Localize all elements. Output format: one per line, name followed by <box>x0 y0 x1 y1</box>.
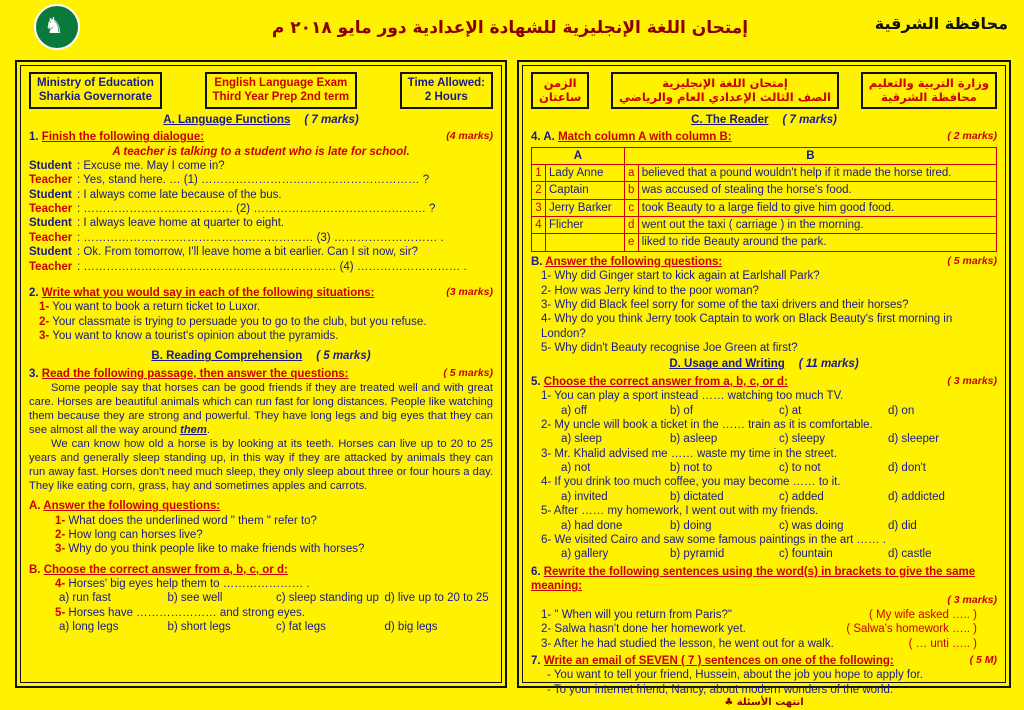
mcq-option: d) live up to 20 to 25 <box>384 592 489 605</box>
item-number: 2- <box>55 528 66 541</box>
match-a-text: Captain <box>546 182 625 199</box>
mcq-option: c) fat legs <box>276 621 326 634</box>
question-item <box>29 528 493 542</box>
mcq-option: c) sleep standing up <box>276 592 379 605</box>
mcq-options <box>531 547 997 561</box>
match-a-number: 1 <box>532 164 546 181</box>
match-b-text: went out the taxi ( carriage ) in the morning. <box>638 217 996 234</box>
dialogue-text: : ………………………………… (2) ……………………………………… ? <box>77 203 436 215</box>
match-a-text: Flicher <box>546 217 625 234</box>
mcq-option: b) pyramid <box>670 548 725 561</box>
exam-box: English Language Exam Third Year Prep 2nd term <box>205 72 358 109</box>
match-a-number: 3 <box>532 199 546 216</box>
mcq-option: d) sleeper <box>888 433 940 446</box>
dialogue-context: A teacher is talking to a student who is late for school. <box>112 145 410 158</box>
mcq-options <box>29 591 493 605</box>
time-box: Time Allowed: 2 Hours <box>400 72 493 109</box>
situation-item <box>29 329 493 343</box>
question-6: 6. Rewrite the following sentences using the word(s) in brackets to give the same meaning: <box>531 565 976 592</box>
speaker-label: Student <box>29 246 72 259</box>
mcq-option: a) gallery <box>561 548 609 561</box>
match-a-number: 4 <box>532 217 546 234</box>
question-item <box>29 542 493 556</box>
mcq-stem: 3- Mr. Khalid advised me …… waste my time in the street. <box>541 447 837 460</box>
mcq-option: a) run fast <box>59 592 111 605</box>
time-box-ar: الزمن ساعتان <box>531 72 589 109</box>
rewrite-hint: ( My wife asked ….. ) <box>869 608 977 621</box>
rewrite-item <box>531 608 997 622</box>
usage-mcq-list <box>531 389 997 562</box>
section-d-title: D. Usage and Writing ( 11 marks) <box>669 358 859 371</box>
mcq-option: d) don't <box>888 462 926 474</box>
arabic-info-boxes <box>531 72 997 109</box>
mcq-stem <box>29 577 493 591</box>
match-table: A B 1 Lady Anne a believed that a pound wouldn't help if it made the horse tired. 2 Captain b was accused of stealing the horse's food. 3 Jerry Barker c took Beauty to a large field to give him good food. 4 Flicher d went out the taxi ( carriage ) in the morning. e liked to ride Beauty around the park. <box>531 147 997 252</box>
speaker-label: Student <box>29 188 72 201</box>
question-item: 1- Why did Ginger start to kick again at Earlshall Park? <box>541 270 820 283</box>
mcq-option: a) off <box>561 404 587 417</box>
mcq-option: d) on <box>888 404 915 417</box>
item-text: Your classmate is trying to persuade you to go to the club, but you refuse. <box>49 315 427 328</box>
mcq-option: c) fountain <box>779 548 833 561</box>
rewrite-sentence: 1- " When will you return from Paris?" <box>541 608 732 621</box>
mcq-options <box>531 432 997 446</box>
match-b-letter: e <box>624 234 638 251</box>
question-2: 2. Write what you would say in each of the following situations: (3 marks) <box>29 285 493 299</box>
info-boxes <box>29 72 493 109</box>
match-b-letter: b <box>624 182 638 199</box>
mcq-option: a) long legs <box>59 621 119 634</box>
rewrite-sentence: 2- Salwa hasn't done her homework yet. <box>541 623 746 636</box>
item-text: Horses have ………………… and strong eyes. <box>65 606 305 619</box>
ministry-box-ar: وزارة التربية والتعليم محافظة الشرقية <box>861 72 997 109</box>
mcq-option: c) to not <box>779 462 821 474</box>
dialogue-text: : Ok. From tomorrow, I'll leave home a bit earlier. Can I sit now, sir? <box>77 246 418 259</box>
question-3b: B. Choose the correct answer from a, b, c, or d: <box>29 563 288 576</box>
match-row <box>532 217 997 234</box>
mcq-option: b) doing <box>670 519 712 532</box>
mcq-option: b) see well <box>167 592 223 605</box>
page-header <box>0 0 1024 58</box>
situation-item <box>29 300 493 314</box>
dialogue-line <box>29 216 493 230</box>
dialogue-line <box>29 260 493 274</box>
item-number: 1- <box>55 514 66 527</box>
exam-box-ar: إمتحان اللغة الإنجليزية الصف الثالث الإعدادي العام والرياضي <box>611 72 839 109</box>
mcq-stem: 6- We visited Cairo and saw some famous paintings in the art …… . <box>541 533 886 546</box>
dialogue-line <box>29 173 493 187</box>
dialogue-text: : ………………………………………………………… (4) ……………………… . <box>77 260 467 273</box>
dialogue-text: : I always leave home at quarter to eight. <box>77 217 285 230</box>
mcq-stem: 4- If you drink too much coffee, you may become …… to it. <box>541 476 841 489</box>
item-text: What does the underlined word " them " refer to? <box>65 514 317 527</box>
section-b-title: B. Reading Comprehension ( 5 marks) <box>151 350 371 363</box>
mcq-option: a) sleep <box>561 433 602 446</box>
item-text: You want to book a return ticket to Luxor. <box>49 301 261 314</box>
ministry-logo <box>34 4 80 50</box>
reader-questions <box>531 269 997 355</box>
match-a-text <box>546 234 625 251</box>
horse-icon: ♞ <box>44 13 64 38</box>
item-text: You want to know a tourist's opinion about the pyramids. <box>49 330 339 342</box>
question-4a: 4. A. Match column A with column B: ( 2 marks) <box>531 130 997 144</box>
match-a-text: Lady Anne <box>546 164 625 181</box>
speaker-label: Teacher <box>29 260 73 273</box>
speaker-label: Student <box>29 159 72 172</box>
item-number: 3- <box>39 330 50 342</box>
dialogue-line <box>29 188 493 202</box>
match-row <box>532 199 997 216</box>
question-item: 4- Why do you think Jerry took Captain to work on Black Beauty's first morning in London? <box>541 313 953 340</box>
mcq-options <box>29 620 493 634</box>
mcq-options <box>531 490 997 504</box>
dialogue-line <box>29 202 493 216</box>
question-item: 5- Why didn't Beauty recognise Joe Green at first? <box>541 342 798 354</box>
speaker-label: Teacher <box>29 231 73 244</box>
email-topics <box>531 668 997 697</box>
mcq-option: b) short legs <box>167 621 231 634</box>
match-a-text: Jerry Barker <box>546 199 625 216</box>
speaker-label: Student <box>29 217 72 230</box>
item-number: 4- <box>55 578 66 590</box>
email-topic: - You want to tell your friend, Hussein, about the job you hope to apply for. <box>547 669 923 682</box>
mcq-option: c) at <box>779 404 802 417</box>
match-b-text: believed that a pound wouldn't help if it made the horse tired. <box>638 164 996 181</box>
mcq-option: a) had done <box>561 519 623 532</box>
mcq-option: d) big legs <box>384 621 438 634</box>
question-4b: B. Answer the following questions: ( 5 marks) <box>531 254 997 268</box>
match-row <box>532 182 997 199</box>
mcq-stem: 5- After …… my homework, I went out with my friends. <box>541 505 819 518</box>
mcq-option: d) castle <box>888 548 932 561</box>
question-3: 3. Read the following passage, then answer the questions: ( 5 marks) <box>29 366 493 380</box>
match-b-letter: a <box>624 164 638 181</box>
mcq-option: d) addicted <box>888 490 945 503</box>
rewrite-list <box>531 608 997 651</box>
mcq-options <box>531 404 997 418</box>
mcq-option: c) sleepy <box>779 433 826 446</box>
section-a-title: A. Language Functions ( 7 marks) <box>163 113 359 126</box>
mcq-option: c) was doing <box>779 519 844 532</box>
dialogue-line <box>29 231 493 245</box>
match-b-letter: c <box>624 199 638 216</box>
dialogue-text: : Excuse me. May I come in? <box>77 159 225 172</box>
item-number: 3- <box>55 543 66 556</box>
match-b-text: took Beauty to a large field to give him good food. <box>638 199 996 216</box>
dialogue-line <box>29 159 493 173</box>
match-b-text: liked to ride Beauty around the park. <box>638 234 996 251</box>
item-number: 2- <box>39 315 50 328</box>
mcq-options <box>531 461 997 475</box>
mcq-stem: 1- You can play a sport instead …… watching too much TV. <box>541 390 844 403</box>
item-number: 5- <box>55 606 66 619</box>
dialogue-text: : …………………………………………………… (3) ……………………… . <box>77 231 444 244</box>
rewrite-item <box>531 622 997 636</box>
ministry-box: Ministry of Education Sharkia Governorate <box>29 72 162 109</box>
rewrite-hint: ( Salwa's homework ….. ) <box>846 623 977 636</box>
dialogue-text: : I always come late because of the bus. <box>77 188 282 201</box>
dialogue-text: : Yes, stand here. … (1) ………………………………………………… ? <box>77 174 430 187</box>
item-number: 1- <box>39 301 50 314</box>
mcq-option: a) not <box>561 462 591 474</box>
dialogue <box>29 159 493 274</box>
end-of-questions: انتهت الأسئلة ♣ <box>724 697 804 708</box>
mcq-list <box>29 577 493 635</box>
question-1: 1. Finish the following dialogue: (4 marks) <box>29 130 493 144</box>
exam-title: إمتحان اللغة الإنجليزية للشهادة الإعدادية دور مايو ٢٠١٨ م <box>271 18 749 38</box>
match-b-text: was accused of stealing the horse's food. <box>638 182 996 199</box>
mcq-option: a) invited <box>561 490 608 503</box>
rewrite-hint: ( … unti ….. ) <box>908 637 977 650</box>
question-item <box>29 514 493 528</box>
mcq-stem: 2- My uncle will book a ticket in the …… train as it is comfortable. <box>541 418 873 431</box>
governorate-label: محافظة الشرقية <box>874 14 1008 33</box>
mcq-option: b) asleep <box>670 433 718 446</box>
speaker-label: Teacher <box>29 174 73 187</box>
dialogue-line <box>29 245 493 259</box>
question-item: 3- Why did Black feel sorry for some of the taxi drivers and their horses? <box>541 298 909 311</box>
speaker-label: Teacher <box>29 203 73 215</box>
mcq-option: b) of <box>670 404 694 417</box>
match-a-number <box>532 234 546 251</box>
mcq-option: d) did <box>888 519 917 532</box>
mcq-option: c) added <box>779 490 824 503</box>
match-b-letter: d <box>624 217 638 234</box>
match-a-number: 2 <box>532 182 546 199</box>
mcq-options <box>531 519 997 533</box>
rewrite-item <box>531 637 997 651</box>
match-row <box>532 234 997 251</box>
mcq-stem <box>29 606 493 620</box>
right-panel <box>517 60 1011 708</box>
situation-item <box>29 315 493 329</box>
item-text: Why do you think people like to make friends with horses? <box>65 543 365 556</box>
situations-list <box>29 300 493 343</box>
passage-paragraph-2: We can know how old a horse is by looking at its teeth. Horses can live up to 20 to 25 years and generally sleep standing up, in this way if they are attacked by animals they can run away fast. Horses don't need much sleep, they only sleep about three or four hours a day. They like eating corn, grass, hay and sometimes apples and carrots. <box>29 438 493 493</box>
question-item: 2- How was Jerry kind to the poor woman? <box>541 284 759 297</box>
comprehension-questions <box>29 514 493 557</box>
mcq-option: b) not to <box>670 462 713 474</box>
passage-paragraph-1: Some people say that horses can be good friends if they are treated well and with great care. Horses are beautiful animals which can run fast for long distances. People like watching them because they are strong and powerful. They have long legs and big eyes that they can see almost all the way around them. <box>29 382 493 437</box>
question-5: 5. Choose the correct answer from a, b, c, or d: ( 3 marks) <box>531 374 997 388</box>
email-topic: - To your internet friend, Nancy, about modern wonders of the world. <box>547 683 894 696</box>
rewrite-sentence: 3- After he had studied the lesson, he went out for a walk. <box>541 637 834 650</box>
section-c-title: C. The Reader ( 7 marks) <box>691 113 837 126</box>
mcq-option: b) dictated <box>670 490 724 503</box>
question-7: 7. Write an email of SEVEN ( 7 ) sentences on one of the following: ( 5 M) <box>531 653 997 667</box>
match-row <box>532 164 997 181</box>
item-text: Horses' big eyes help them to ………………… . <box>65 578 310 590</box>
left-panel <box>15 60 507 688</box>
question-6-marks: ( 3 marks) <box>947 594 997 607</box>
item-text: How long can horses live? <box>65 528 203 541</box>
question-3a: A. Answer the following questions: <box>29 500 221 513</box>
